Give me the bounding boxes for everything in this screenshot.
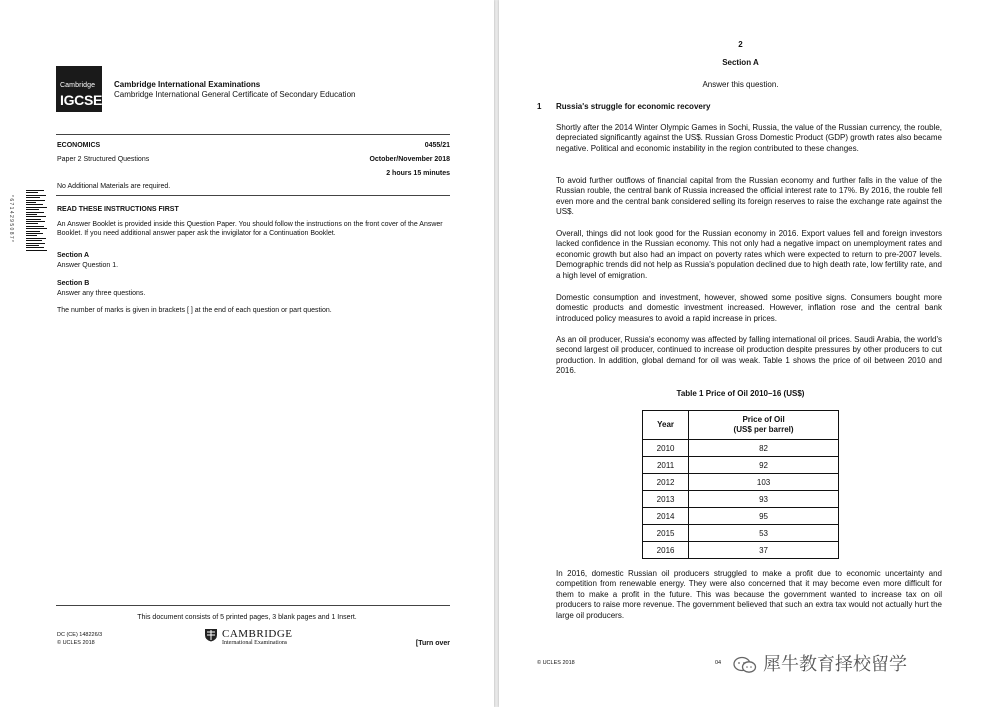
logo-line1: Cambridge bbox=[60, 82, 96, 89]
materials-note: No Additional Materials are required. bbox=[57, 183, 171, 190]
year-cell: 2013 bbox=[643, 491, 689, 508]
page-number: 2 bbox=[738, 40, 743, 49]
watermark-text: 犀牛教育择校留学 bbox=[763, 654, 907, 674]
footer-copyright: © UCLES 2018 bbox=[537, 660, 575, 666]
price-cell: 103 bbox=[689, 474, 839, 491]
oil-price-table bbox=[642, 410, 839, 559]
price-cell: 37 bbox=[689, 542, 839, 559]
wechat-icon bbox=[733, 656, 757, 674]
mid-divider bbox=[56, 195, 450, 196]
year-cell: 2016 bbox=[643, 542, 689, 559]
paragraph-4: Domestic consumption and investment, however, showed some positive signs. Consumers bought more domestic products and domestic investment increased. However, inflation rose and the central bank introduced policy measures to avoid a rapid increase in prices. bbox=[556, 293, 942, 323]
table-row bbox=[643, 440, 839, 457]
table-row bbox=[643, 491, 839, 508]
marks-note: The number of marks is given in brackets [ ] at the end of each question or part question. bbox=[57, 307, 332, 314]
header-price-line2: (US$ per barrel) bbox=[733, 425, 794, 434]
instructions-body: An Answer Booklet is provided inside this Question Paper. You should follow the instructions on the front cover of the Answer Booklet. If you need additional answer paper ask the invigilator for a Continuation Booklet. bbox=[57, 221, 443, 237]
paragraph-3: Overall, things did not look good for the Russian economy in 2016. Export values fell and foreign investors lacked confidence in the Russian economy. This not only had a negative impact on unemployment rates and economic growth but also had an impact on poverty rates which were expected to return to pre-2007 levels. Demographic trends did not help as Russia's population declined due to high death rate, low fertility rate, and a high level of emigration. bbox=[556, 229, 942, 280]
price-cell: 93 bbox=[689, 491, 839, 508]
price-cell: 53 bbox=[689, 525, 839, 542]
paragraph-2: To avoid further outflows of financial capital from the Russian economy and further falls in the value of the Russian rouble, the central bank of Russia increased the official interest rate to 17%. By 2016, the rouble fell even more and the central bank considered selling its foreign reserves to raise the exchange rate against the US$. bbox=[556, 176, 942, 217]
question-page bbox=[499, 0, 993, 707]
paragraph-6: In 2016, domestic Russian oil producers struggled to make a profit due to economic uncertainty and competition from renewable energy. They were also concerned that it may become even more difficult for them to make a profit in the future. This was because the government wanted to increase tax on oil producers to raise more revenue. The government believed that such an extra tax would not actually hurt the large oil producers. bbox=[556, 569, 942, 620]
session: October/November 2018 bbox=[369, 156, 450, 163]
document-code: DC (CE) 148226/3 bbox=[57, 632, 103, 638]
barcode-number: * 6 7 1 4 2 9 5 0 8 7 * bbox=[8, 195, 14, 242]
cambridge-name: CAMBRIDGE bbox=[222, 628, 293, 640]
cambridge-subtitle: International Examinations bbox=[222, 640, 288, 646]
cover-page bbox=[0, 0, 494, 707]
header-year: Year bbox=[643, 411, 689, 440]
year-cell: 2012 bbox=[643, 474, 689, 491]
logo-line2: IGCSE bbox=[60, 92, 103, 108]
price-cell: 95 bbox=[689, 508, 839, 525]
table-caption: Table 1 Price of Oil 2010–16 (US$) bbox=[676, 389, 805, 398]
barcode bbox=[26, 190, 48, 256]
table-row bbox=[643, 474, 839, 491]
igcse-logo bbox=[56, 66, 102, 112]
exam-board: Cambridge International Examinations bbox=[114, 80, 261, 89]
top-divider bbox=[56, 134, 450, 135]
table-header-row bbox=[643, 411, 839, 440]
crest-icon bbox=[204, 628, 218, 642]
price-cell: 82 bbox=[689, 440, 839, 457]
table-row bbox=[643, 508, 839, 525]
year-cell: 2010 bbox=[643, 440, 689, 457]
section-a-text: Answer Question 1. bbox=[57, 262, 119, 269]
year-cell: 2014 bbox=[643, 508, 689, 525]
header-price bbox=[689, 411, 839, 440]
question-title: Russia's struggle for economic recovery bbox=[556, 102, 711, 111]
copyright: © UCLES 2018 bbox=[57, 640, 95, 646]
cambridge-logo bbox=[204, 628, 293, 646]
footer-divider bbox=[56, 605, 450, 606]
paragraph-1: Shortly after the 2014 Winter Olympic Games in Sochi, Russia, the value of the Russian currency, the rouble, depreciated significantly against the US$. Russian Gross Domestic Product (GDP) growth rates also became negative. Political and economic instability in the region contributed to these changes. bbox=[556, 123, 942, 153]
paragraph-5: As an oil producer, Russia's economy was affected by falling international oil prices. Saudi Arabia, the world's second largest oil producer, continued to increase oil production despite pressures by other producers to cut production. In addition, global demand for oil was weak. Table 1 shows the price of oil between 2010 and 2016. bbox=[556, 335, 942, 376]
duration: 2 hours 15 minutes bbox=[386, 170, 450, 177]
page-count-note: This document consists of 5 printed pages, 3 blank pages and 1 Insert. bbox=[137, 614, 357, 621]
year-cell: 2011 bbox=[643, 457, 689, 474]
footer-code: 04 bbox=[715, 660, 722, 666]
section-instruction: Answer this question. bbox=[702, 80, 779, 89]
section-a-title: Section A bbox=[57, 252, 90, 259]
section-title: Section A bbox=[722, 58, 759, 67]
instructions-heading: READ THESE INSTRUCTIONS FIRST bbox=[57, 206, 179, 213]
question-number: 1 bbox=[537, 102, 542, 111]
turn-over: [Turn over bbox=[415, 640, 450, 647]
paper-name: Paper 2 Structured Questions bbox=[57, 156, 150, 163]
table-row bbox=[643, 457, 839, 474]
price-cell: 92 bbox=[689, 457, 839, 474]
table-row bbox=[643, 542, 839, 559]
header-price-line1: Price of Oil bbox=[742, 415, 785, 424]
paper-code: 0455/21 bbox=[424, 142, 450, 149]
qualification: Cambridge International General Certificate of Secondary Education bbox=[114, 90, 356, 99]
year-cell: 2015 bbox=[643, 525, 689, 542]
table-row bbox=[643, 525, 839, 542]
section-b-title: Section B bbox=[57, 280, 90, 287]
watermark bbox=[733, 650, 907, 676]
section-b-text: Answer any three questions. bbox=[57, 290, 146, 297]
subject: ECONOMICS bbox=[57, 142, 101, 149]
